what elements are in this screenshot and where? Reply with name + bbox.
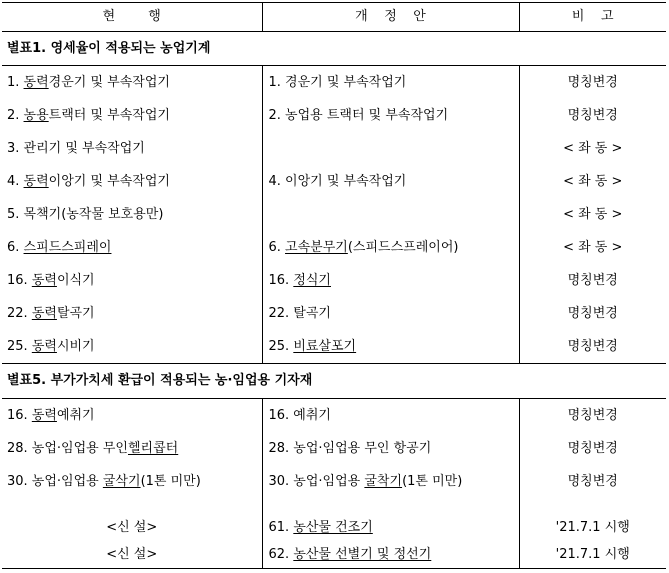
revised-cell [262, 399, 519, 433]
spacer-cell [2, 498, 262, 514]
revised-text: 6. [268, 239, 286, 255]
remark-cell: < 좌 동 > [563, 173, 623, 189]
current-cell [2, 165, 262, 198]
revised-underlined-text: 비료살포기 [293, 338, 357, 354]
section-title-row [2, 32, 666, 66]
header-remarks: 비 고 [519, 3, 666, 32]
spacer-cell [519, 498, 666, 514]
current-underlined-text: 농용 [23, 107, 49, 123]
current-text: 6. [7, 239, 24, 255]
revised-cell [262, 66, 519, 100]
table-row [2, 399, 666, 433]
revised-text: 62. [268, 546, 294, 562]
table-header-row [2, 3, 666, 32]
revised-cell [262, 297, 519, 330]
revised-cell [262, 99, 519, 132]
remark-cell: < 좌 동 > [563, 206, 623, 222]
remark-cell: < 좌 동 > [563, 140, 623, 156]
remark-cell: 명칭변경 [567, 272, 618, 288]
section-title: 별표5. 부가가치세 환급이 적용되는 농·임업용 기자재 [2, 364, 666, 399]
spacer-row [2, 498, 666, 514]
current-underlined-text: 동력 [23, 173, 49, 189]
current-text: 5. 목책기(농작물 보호용만) [7, 206, 164, 222]
new-item-row [2, 514, 666, 541]
revised-cell [262, 264, 519, 297]
section-title: 별표1. 영세율이 적용되는 농업기계 [2, 32, 666, 66]
section-title-row [2, 364, 666, 399]
new-item-row [2, 541, 666, 569]
current-cell [2, 132, 262, 165]
revised-underlined-text: 농산물 건조기 [293, 519, 373, 535]
table-row [2, 465, 666, 498]
revised-cell [262, 132, 519, 165]
table-row [2, 66, 666, 100]
current-cell: <신 설> [2, 514, 262, 541]
current-cell [2, 297, 262, 330]
current-text-suffix: 트랙터 및 부속작업기 [48, 107, 170, 123]
revised-text: 28. 농업·임업용 무인 항공기 [268, 440, 432, 456]
current-cell [2, 264, 262, 297]
remark-cell: '21.7.1 시행 [555, 519, 630, 535]
table-row [2, 165, 666, 198]
current-underlined-text: 스피드스피레이 [23, 239, 112, 255]
current-cell [2, 99, 262, 132]
revised-text: 25. [268, 338, 294, 354]
table-row [2, 231, 666, 264]
revised-text: 1. 경운기 및 부속작업기 [268, 74, 407, 90]
current-text: 30. 농업·임업용 [7, 473, 103, 489]
current-cell [2, 432, 262, 465]
current-text-suffix: 예취기 [56, 407, 95, 423]
remark-cell: < 좌 동 > [563, 239, 623, 255]
remark-cell: '21.7.1 시행 [519, 541, 666, 569]
current-underlined-text: 굴삭기 [102, 473, 141, 489]
revised-cell [262, 514, 519, 541]
remark-cell: 명칭변경 [567, 407, 618, 423]
table-row [2, 432, 666, 465]
current-text: 1. [7, 74, 24, 90]
current-text: 4. [7, 173, 24, 189]
revised-cell [262, 165, 519, 198]
current-text-suffix: 이식기 [56, 272, 95, 288]
current-text: 16. [7, 407, 32, 423]
table-row [2, 264, 666, 297]
current-text-suffix: 경운기 및 부속작업기 [48, 74, 170, 90]
revised-text: 16. 예취기 [268, 407, 331, 423]
current-cell [2, 198, 262, 231]
revised-cell [262, 231, 519, 264]
current-underlined-text: 헬리콥터 [127, 440, 179, 456]
revised-cell [262, 198, 519, 231]
revised-cell [262, 330, 519, 364]
revised-text: 2. 농업용 트랙터 및 부속작업기 [268, 107, 449, 123]
current-text: 25. [7, 338, 32, 354]
header-current: 현 행 [2, 3, 262, 32]
revised-text: 4. 이앙기 및 부속작업기 [268, 173, 407, 189]
table-row [2, 330, 666, 364]
amendment-comparison-table [2, 2, 666, 569]
current-cell: <신 설> [2, 541, 262, 569]
current-cell [2, 231, 262, 264]
remark-cell: 명칭변경 [567, 440, 618, 456]
table-row [2, 99, 666, 132]
revised-text: 16. [268, 272, 294, 288]
table-row [2, 198, 666, 231]
table-row [2, 132, 666, 165]
current-text: 2. [7, 107, 24, 123]
revised-text: 61. [268, 519, 294, 535]
revised-text-suffix: (1톤 미만) [402, 473, 463, 489]
revised-cell [262, 432, 519, 465]
current-text: 28. 농업·임업용 무인 [7, 440, 128, 456]
current-underlined-text: 동력 [31, 338, 57, 354]
current-underlined-text: 동력 [31, 272, 57, 288]
current-text-suffix: 이앙기 및 부속작업기 [48, 173, 170, 189]
revised-cell [262, 541, 519, 569]
current-cell [2, 66, 262, 100]
revised-underlined-text: 농산물 선별기 및 정선기 [293, 546, 432, 562]
remark-cell: 명칭변경 [567, 473, 618, 489]
current-text-suffix: (1톤 미만) [140, 473, 201, 489]
revised-underlined-text: 굴착기 [364, 473, 403, 489]
table-row [2, 297, 666, 330]
remark-cell: 명칭변경 [567, 74, 618, 90]
current-text: 22. [7, 305, 32, 321]
revised-underlined-text: 고속분무기 [285, 239, 348, 255]
remark-cell: 명칭변경 [567, 338, 618, 354]
revised-text: 22. 탈곡기 [268, 305, 331, 321]
current-cell [2, 399, 262, 433]
current-cell [2, 330, 262, 364]
current-underlined-text: 동력 [31, 407, 57, 423]
current-underlined-text: 동력 [31, 305, 57, 321]
spacer-cell [262, 498, 519, 514]
current-cell [2, 465, 262, 498]
current-text: 16. [7, 272, 32, 288]
revised-underlined-text: 정식기 [293, 272, 331, 288]
revised-cell [262, 465, 519, 498]
table-body [2, 32, 666, 569]
remark-cell: 명칭변경 [567, 305, 618, 321]
current-text: 3. 관리기 및 부속작업기 [7, 140, 145, 156]
current-text-suffix: 탈곡기 [56, 305, 95, 321]
revised-text-suffix: (스피드스프레이어) [347, 239, 459, 255]
current-underlined-text: 동력 [23, 74, 49, 90]
comparison-table-container [2, 2, 666, 570]
current-text-suffix: 시비기 [56, 338, 95, 354]
remark-cell: 명칭변경 [567, 107, 618, 123]
header-revised: 개 정 안 [262, 3, 519, 32]
revised-text: 30. 농업·임업용 [268, 473, 365, 489]
